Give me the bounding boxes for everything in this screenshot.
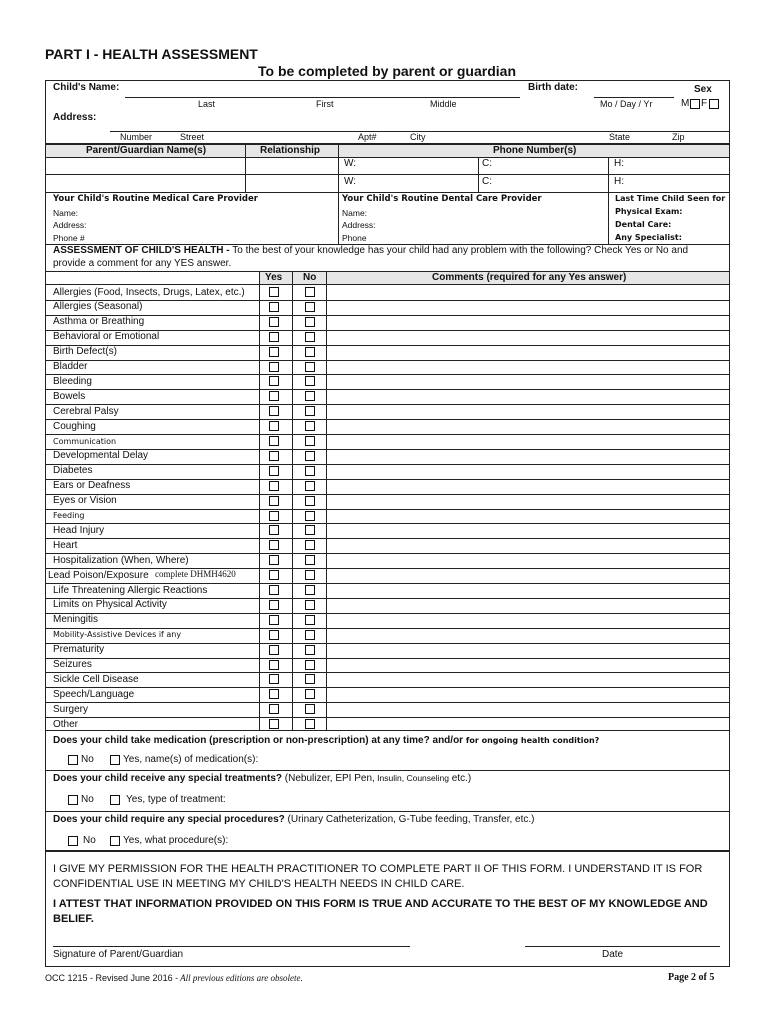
home-phone-label-1: H: <box>614 158 624 169</box>
condition-yes-checkbox[interactable] <box>269 600 279 610</box>
last-seen-title: Last Time Child Seen for <box>615 194 726 203</box>
condition-label: Bladder <box>53 361 88 372</box>
condition-no-checkbox[interactable] <box>305 615 315 625</box>
condition-yes-checkbox[interactable] <box>269 511 279 521</box>
cell-phone-label-1: C: <box>482 158 492 169</box>
sex-m-label: M <box>681 98 690 109</box>
condition-comment-field[interactable] <box>327 568 729 583</box>
condition-comment-field[interactable] <box>327 345 729 360</box>
row-divider <box>46 583 729 584</box>
row-divider <box>46 434 729 435</box>
medication-question <box>53 735 599 746</box>
form-revision <box>45 973 303 983</box>
condition-comment-field[interactable] <box>327 658 729 673</box>
divider <box>46 192 729 193</box>
row-divider <box>46 360 729 361</box>
sex-f-checkbox[interactable] <box>709 99 719 109</box>
row-divider <box>46 374 729 375</box>
condition-comment-field[interactable] <box>327 643 729 658</box>
condition-label: Asthma or Breathing <box>53 316 145 328</box>
condition-comment-field[interactable] <box>327 360 729 375</box>
condition-yes-checkbox[interactable] <box>269 302 279 312</box>
divider <box>46 174 729 175</box>
condition-label: Life Threatening Allergic Reactions <box>53 584 208 596</box>
condition-comment-field[interactable] <box>327 300 729 315</box>
divider <box>45 811 730 812</box>
condition-yes-checkbox[interactable] <box>269 630 279 640</box>
condition-comment-field[interactable] <box>327 598 729 613</box>
medical-address-label: Address: <box>53 220 87 230</box>
divider <box>338 192 339 244</box>
row-divider <box>46 702 729 703</box>
condition-no-checkbox[interactable] <box>305 466 315 476</box>
street-caption: Street <box>180 132 205 142</box>
condition-comment-field[interactable] <box>327 687 729 702</box>
condition-comment-field[interactable] <box>327 404 729 419</box>
dental-address-label: Address: <box>342 220 376 230</box>
signature-label: Signature of Parent/Guardian <box>53 949 184 960</box>
permission-text: I GIVE MY PERMISSION FOR THE HEALTH PRACTITIONER TO COMPLETE PART II OF THIS FORM. I UNDERSTAND IT IS FOR CONFIDENTIAL USE IN MEETING MY CHILD'S HEALTH NEEDS IN CHILD CARE. <box>53 863 703 890</box>
condition-no-checkbox[interactable] <box>305 451 315 461</box>
birth-date-label: Birth date: <box>528 82 578 93</box>
treatment-question-examples-small: Insulin, Counseling <box>374 773 449 783</box>
physical-exam-label: Physical Exam: <box>615 207 683 216</box>
page-subtitle: To be completed by parent or guardian <box>258 63 516 79</box>
assessment-instructions: To the best of your knowledge has your child had any problem with the following? Check Yes or No and <box>229 245 689 256</box>
attestation-text: I ATTEST THAT INFORMATION PROVIDED ON THIS FORM IS TRUE AND ACCURATE TO THE BEST OF MY KNOWLEDGE AND BELIEF. <box>53 898 708 925</box>
row-divider <box>46 330 729 331</box>
row-divider <box>46 538 729 539</box>
condition-label: Bowels <box>53 390 86 402</box>
condition-label: Mobility-Assistive Devices if any <box>53 630 182 640</box>
questions-box <box>45 731 730 851</box>
condition-comment-field[interactable] <box>327 672 729 687</box>
part-title: PART I - HEALTH ASSESSMENT <box>45 46 258 62</box>
dental-care-label: Dental Care: <box>615 220 672 229</box>
treatment-question-examples: (Nebulizer, EPI Pen, <box>281 773 375 784</box>
condition-yes-checkbox[interactable] <box>269 347 279 357</box>
assessment-instructions-line2: provide a comment for any YES answer. <box>53 258 232 269</box>
condition-yes-checkbox[interactable] <box>269 481 279 491</box>
dental-name-label: Name: <box>342 208 368 218</box>
work-phone-label-2: W: <box>344 176 357 187</box>
condition-yes-checkbox[interactable] <box>269 689 279 699</box>
medication-no-label: No <box>81 754 94 765</box>
condition-no-checkbox[interactable] <box>305 332 315 342</box>
condition-yes-checkbox[interactable] <box>269 406 279 416</box>
row-divider <box>46 479 729 480</box>
condition-yes-checkbox[interactable] <box>269 570 279 580</box>
condition-yes-checkbox[interactable] <box>269 466 279 476</box>
condition-comment-field[interactable] <box>327 509 729 524</box>
condition-no-checkbox[interactable] <box>305 511 315 521</box>
condition-yes-checkbox[interactable] <box>269 540 279 550</box>
cell-phone-label-2: C: <box>482 176 492 187</box>
condition-yes-checkbox[interactable] <box>269 287 279 297</box>
condition-label: Other <box>53 718 79 730</box>
sex-m-checkbox[interactable] <box>690 99 700 109</box>
divider <box>259 271 260 730</box>
condition-label: Ears or Deafness <box>53 480 131 492</box>
condition-no-checkbox[interactable] <box>305 704 315 714</box>
childs-name-label: Child's Name: <box>53 82 120 93</box>
procedure-no-checkbox[interactable] <box>68 836 78 846</box>
procedure-question <box>53 814 535 825</box>
phone-numbers-header: Phone Number(s) <box>493 145 577 156</box>
form-id: OCC 1215 - Revised June 2016 - <box>45 973 179 983</box>
condition-yes-checkbox[interactable] <box>269 674 279 684</box>
row-divider <box>46 687 729 688</box>
lead-note: complete DHMH4620 <box>155 569 236 579</box>
condition-no-checkbox[interactable] <box>305 570 315 580</box>
condition-no-checkbox[interactable] <box>305 302 315 312</box>
condition-label: Meningitis <box>53 614 99 626</box>
treatment-question-text: Does your child receive any special treatments? <box>53 773 282 784</box>
condition-no-checkbox[interactable] <box>305 496 315 506</box>
row-divider <box>46 389 729 390</box>
condition-comment-field[interactable] <box>327 613 729 628</box>
medical-name-label: Name: <box>53 208 79 218</box>
row-divider <box>46 404 729 405</box>
condition-yes-checkbox[interactable] <box>269 615 279 625</box>
assessment-title: ASSESSMENT OF CHILD'S HEALTH - <box>53 245 230 256</box>
sex-label: Sex <box>694 84 712 95</box>
condition-no-checkbox[interactable] <box>305 362 315 372</box>
row-divider <box>46 717 729 718</box>
condition-label: Communication <box>53 436 117 446</box>
treatment-yes-checkbox[interactable] <box>110 795 120 805</box>
condition-no-checkbox[interactable] <box>305 689 315 699</box>
condition-comment-field[interactable] <box>327 285 729 300</box>
row-divider <box>46 523 729 524</box>
row-divider <box>46 315 729 316</box>
condition-comment-field[interactable] <box>327 628 729 643</box>
city-caption: City <box>410 132 426 142</box>
zip-caption: Zip <box>672 132 685 142</box>
condition-label: Surgery <box>53 703 89 715</box>
condition-comment-field[interactable] <box>327 523 729 538</box>
row-divider <box>46 494 729 495</box>
condition-yes-checkbox[interactable] <box>269 704 279 714</box>
condition-label: Allergies (Food, Insects, Drugs, Latex, etc.) <box>53 286 245 298</box>
condition-label: Speech/Language <box>53 688 135 700</box>
condition-yes-checkbox[interactable] <box>269 376 279 386</box>
condition-label: Eyes or Vision <box>53 495 117 507</box>
treatment-question <box>53 773 471 784</box>
row-divider <box>46 509 729 510</box>
procedure-no-label: No <box>83 835 96 846</box>
condition-no-checkbox[interactable] <box>305 719 315 729</box>
date-line[interactable] <box>525 946 720 947</box>
condition-label: Lead Poison/Exposure <box>48 569 149 581</box>
treatment-no-label: No <box>81 794 94 805</box>
birth-date-field[interactable] <box>594 97 674 98</box>
medical-phone-label: Phone # <box>53 233 85 243</box>
row-divider <box>46 598 729 599</box>
condition-comment-field[interactable] <box>327 449 729 464</box>
condition-label: Prematurity <box>53 644 105 656</box>
health-form-table <box>45 144 730 731</box>
work-phone-label-1: W: <box>344 158 357 169</box>
medication-question-text: Does your child take medication (prescription or non-prescription) at any time? and/or <box>53 735 464 746</box>
condition-yes-checkbox[interactable] <box>269 719 279 729</box>
condition-no-checkbox[interactable] <box>305 287 315 297</box>
condition-no-checkbox[interactable] <box>305 376 315 386</box>
medication-yes-label: Yes, name(s) of medication(s): <box>123 754 259 765</box>
no-column-header: No <box>303 272 317 283</box>
row-divider <box>46 464 729 465</box>
condition-yes-checkbox[interactable] <box>269 585 279 595</box>
state-caption: State <box>609 132 631 142</box>
assessment-intro <box>53 245 688 256</box>
condition-label: Hospitalization (When, Where) <box>53 554 189 566</box>
first-name-caption: First <box>316 99 334 109</box>
condition-no-checkbox[interactable] <box>305 600 315 610</box>
divider <box>608 192 609 244</box>
condition-label: Developmental Delay <box>53 450 149 462</box>
condition-label: Birth Defect(s) <box>53 346 117 358</box>
procedure-yes-label: Yes, what procedure(s): <box>123 835 229 846</box>
condition-comment-field[interactable] <box>327 538 729 553</box>
any-specialist-label: Any Specialist: <box>615 233 682 242</box>
row-divider <box>46 628 729 629</box>
condition-no-checkbox[interactable] <box>305 391 315 401</box>
condition-no-checkbox[interactable] <box>305 674 315 684</box>
condition-label: Sickle Cell Disease <box>53 673 139 685</box>
apt-caption: Apt# <box>358 132 377 142</box>
condition-label: Feeding <box>53 511 85 520</box>
condition-label: Limits on Physical Activity <box>53 599 167 611</box>
condition-no-checkbox[interactable] <box>305 406 315 416</box>
condition-yes-checkbox[interactable] <box>269 451 279 461</box>
condition-label: Heart <box>53 539 78 551</box>
condition-no-checkbox[interactable] <box>305 525 315 535</box>
number-caption: Number <box>120 132 153 142</box>
comments-column-header: Comments (required for any Yes answer) <box>432 272 627 283</box>
condition-no-checkbox[interactable] <box>305 436 315 446</box>
condition-yes-checkbox[interactable] <box>269 317 279 327</box>
condition-no-checkbox[interactable] <box>305 555 315 565</box>
condition-no-checkbox[interactable] <box>305 660 315 670</box>
row-divider <box>46 345 729 346</box>
condition-label: Diabetes <box>53 465 93 477</box>
divider <box>45 770 730 771</box>
condition-comment-field[interactable] <box>327 374 729 389</box>
condition-comment-field[interactable] <box>327 583 729 598</box>
condition-label: Bleeding <box>53 375 92 387</box>
condition-label: Seizures <box>53 659 92 670</box>
condition-comment-field[interactable] <box>327 464 729 479</box>
condition-no-checkbox[interactable] <box>305 347 315 357</box>
row-divider <box>46 300 729 301</box>
row-divider <box>46 553 729 554</box>
condition-yes-checkbox[interactable] <box>269 436 279 446</box>
condition-no-checkbox[interactable] <box>305 317 315 327</box>
procedure-question-examples: (Urinary Catheterization, G-Tube feeding, Transfer, etc.) <box>284 814 535 825</box>
row-divider <box>46 643 729 644</box>
condition-no-checkbox[interactable] <box>305 645 315 655</box>
condition-yes-checkbox[interactable] <box>269 332 279 342</box>
divider <box>245 145 246 192</box>
condition-comment-field[interactable] <box>327 717 729 732</box>
condition-comment-field[interactable] <box>327 389 729 404</box>
condition-label: Head Injury <box>53 524 105 536</box>
condition-yes-checkbox[interactable] <box>269 421 279 431</box>
middle-name-caption: Middle <box>430 99 457 109</box>
condition-yes-checkbox[interactable] <box>269 525 279 535</box>
treatment-question-end: etc.) <box>449 773 472 784</box>
last-name-caption: Last <box>198 99 216 109</box>
condition-no-checkbox[interactable] <box>305 481 315 491</box>
childs-name-field[interactable] <box>125 97 520 98</box>
address-label: Address: <box>53 112 97 123</box>
row-divider <box>46 613 729 614</box>
condition-yes-checkbox[interactable] <box>269 496 279 506</box>
condition-label: Cerebral Palsy <box>53 405 119 417</box>
relationship-header: Relationship <box>260 145 321 156</box>
page-number: Page 2 of 5 <box>668 972 715 983</box>
condition-comment-field[interactable] <box>327 434 729 449</box>
condition-no-checkbox[interactable] <box>305 585 315 595</box>
condition-comment-field[interactable] <box>327 330 729 345</box>
divider <box>338 145 339 192</box>
dental-provider-title: Your Child's Routine Dental Care Provider <box>342 194 542 204</box>
treatment-no-checkbox[interactable] <box>68 795 78 805</box>
obsolete-note: All previous editions are obsolete. <box>178 973 303 983</box>
condition-label: Allergies (Seasonal) <box>53 301 143 313</box>
condition-yes-checkbox[interactable] <box>269 645 279 655</box>
divider <box>292 271 293 730</box>
date-label: Date <box>602 949 624 960</box>
condition-comment-field[interactable] <box>327 494 729 509</box>
row-divider <box>46 658 729 659</box>
sex-f-label: F <box>701 98 708 109</box>
signature-line[interactable] <box>53 946 410 947</box>
home-phone-label-2: H: <box>614 176 624 187</box>
condition-comment-field[interactable] <box>327 479 729 494</box>
condition-no-checkbox[interactable] <box>305 540 315 550</box>
treatment-yes-label: Yes, type of treatment: <box>126 794 226 805</box>
condition-no-checkbox[interactable] <box>305 630 315 640</box>
procedure-yes-checkbox[interactable] <box>110 836 120 846</box>
procedure-question-text: Does your child require any special procedures? <box>53 814 285 825</box>
medication-yes-checkbox[interactable] <box>110 755 120 765</box>
condition-yes-checkbox[interactable] <box>269 660 279 670</box>
condition-label: Coughing <box>53 420 96 432</box>
condition-yes-checkbox[interactable] <box>269 555 279 565</box>
condition-label: Behavioral or Emotional <box>53 331 160 343</box>
condition-yes-checkbox[interactable] <box>269 362 279 372</box>
yes-column-header: Yes <box>265 272 283 283</box>
parent-guardian-header: Parent/Guardian Name(s) <box>86 145 207 156</box>
medication-no-checkbox[interactable] <box>68 755 78 765</box>
condition-no-checkbox[interactable] <box>305 421 315 431</box>
row-divider <box>46 419 729 420</box>
row-divider <box>46 449 729 450</box>
condition-comment-field[interactable] <box>327 315 729 330</box>
dental-phone-label: Phone <box>342 233 367 243</box>
date-format-caption: Mo / Day / Yr <box>600 99 653 109</box>
condition-yes-checkbox[interactable] <box>269 391 279 401</box>
medication-question-note: for ongoing health condition? <box>463 736 600 745</box>
row-divider <box>46 568 729 569</box>
divider <box>46 157 729 158</box>
condition-comment-field[interactable] <box>327 553 729 568</box>
medical-provider-title: Your Child's Routine Medical Care Provider <box>53 194 258 204</box>
row-divider <box>46 672 729 673</box>
condition-comment-field[interactable] <box>327 702 729 717</box>
condition-comment-field[interactable] <box>327 419 729 434</box>
